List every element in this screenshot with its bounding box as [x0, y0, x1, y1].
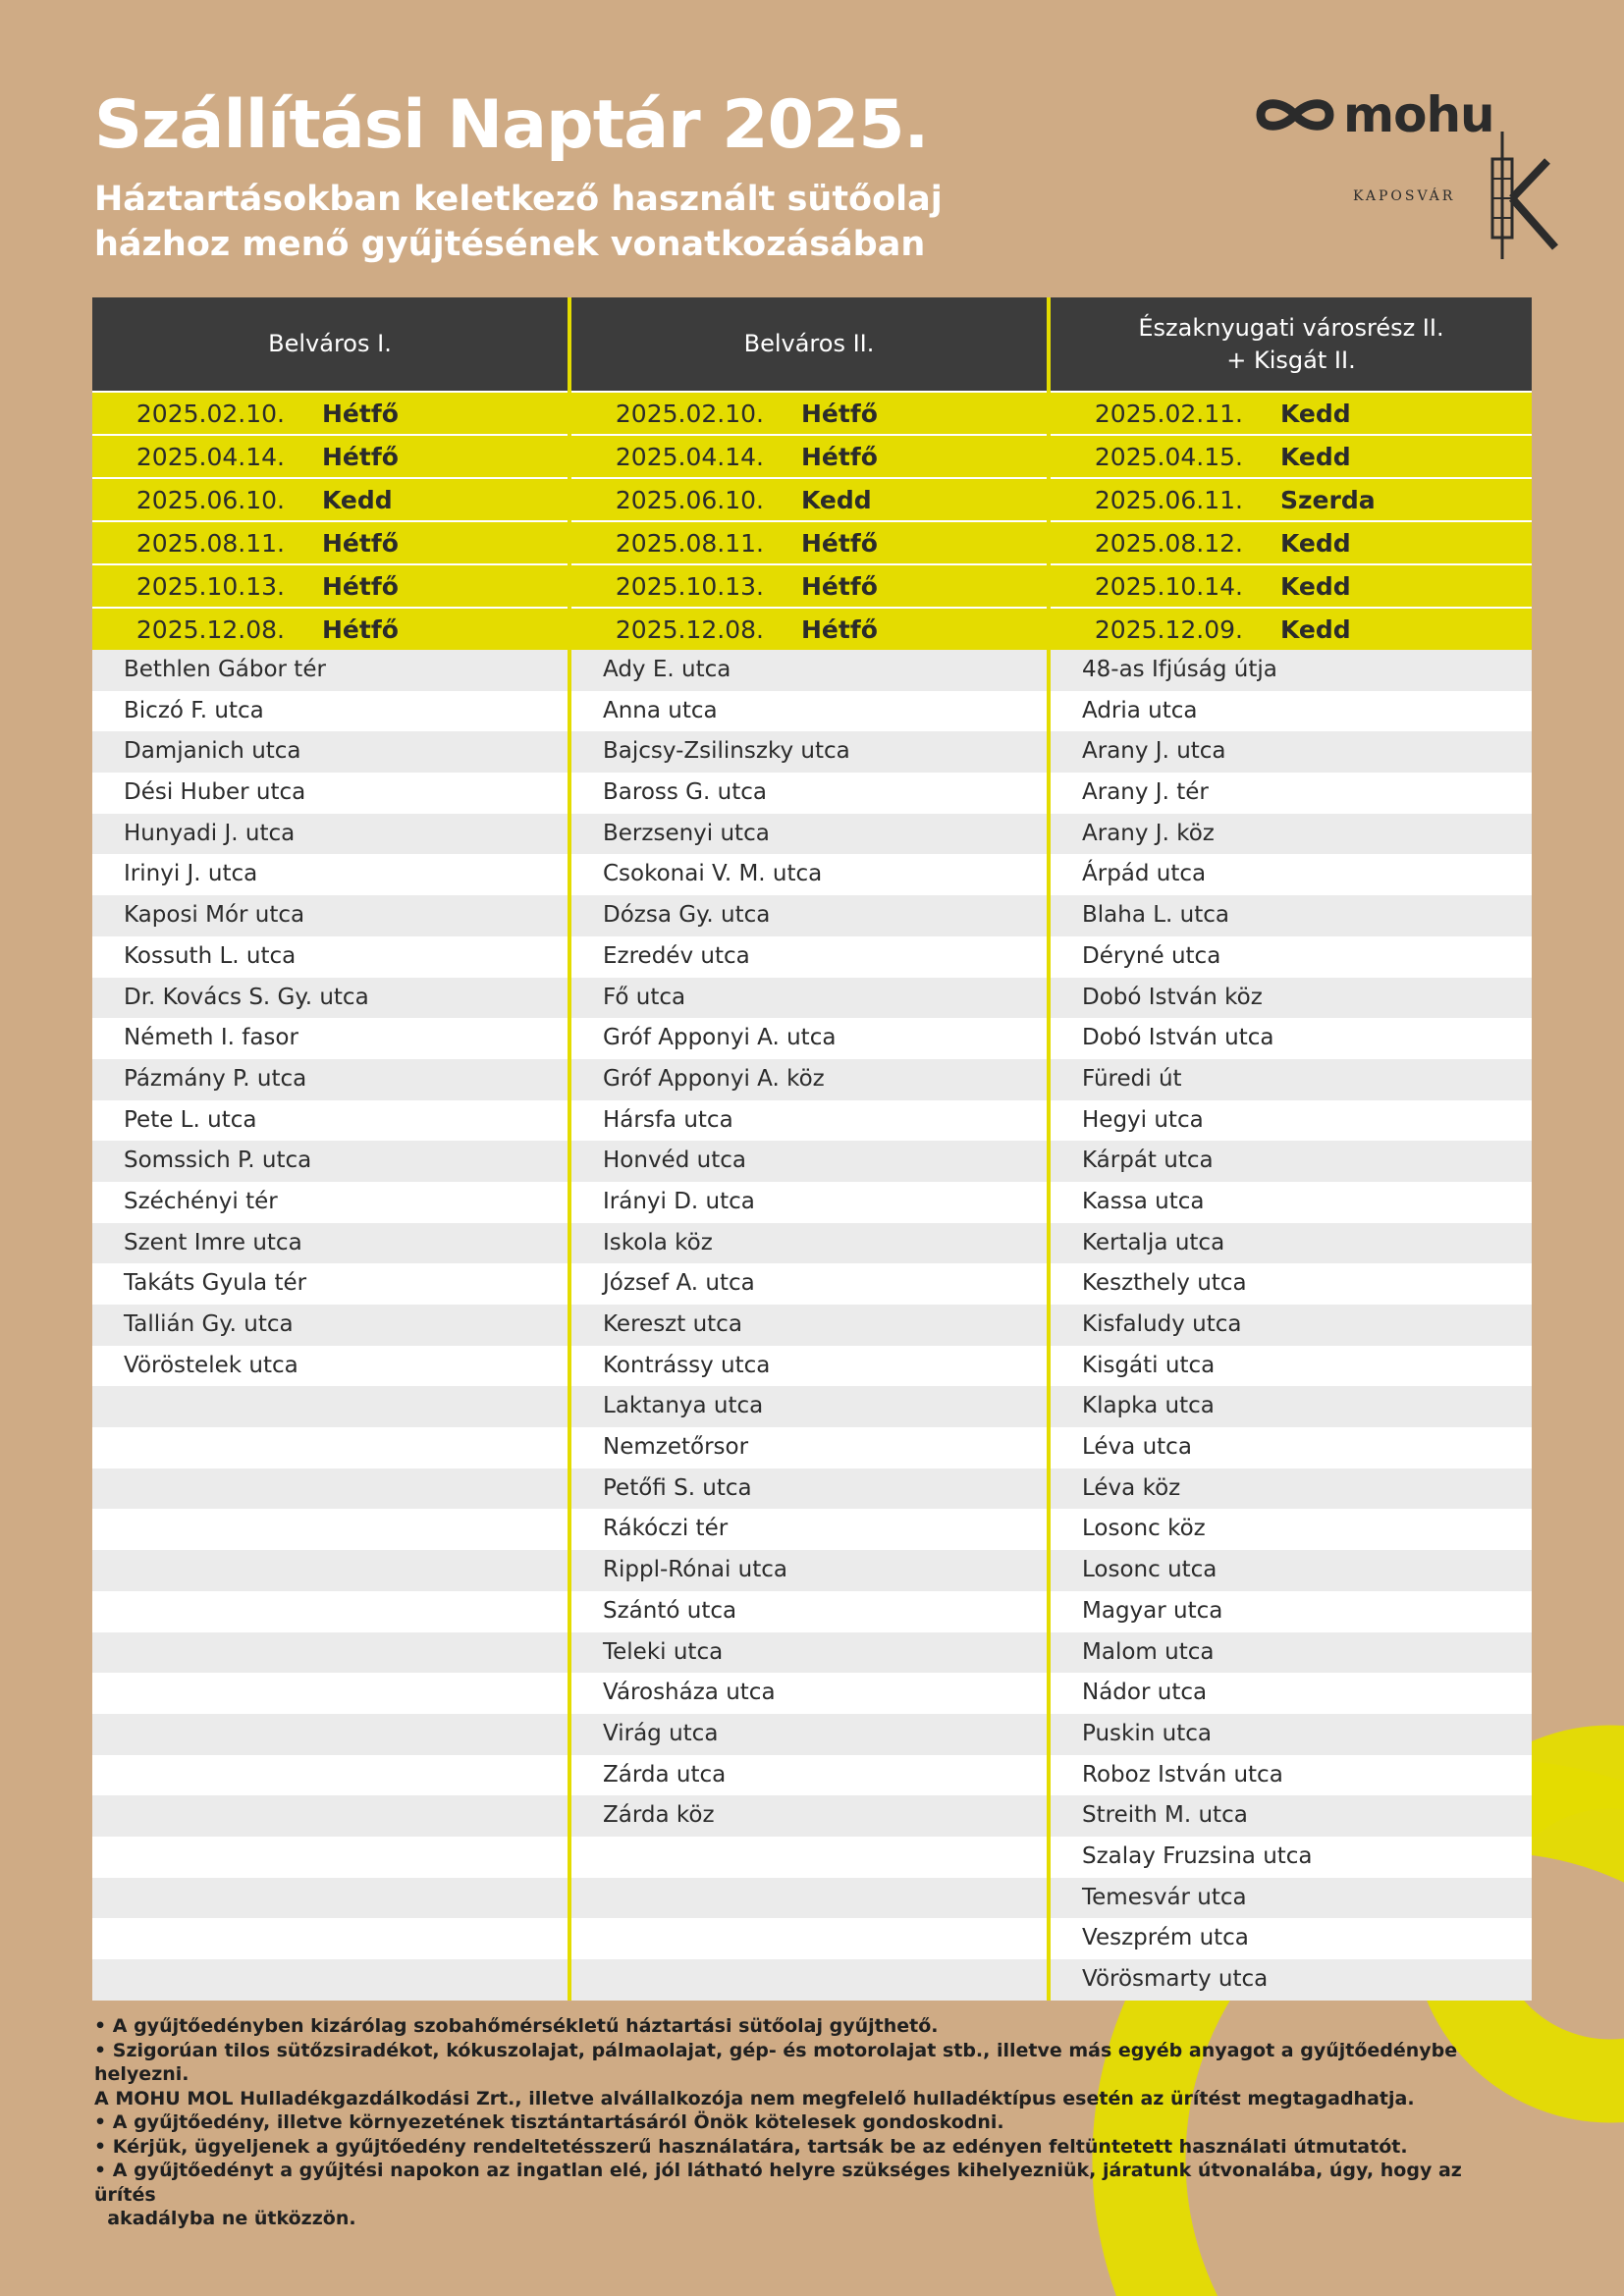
- street-row: Kárpát utca: [1051, 1141, 1532, 1182]
- date-row: 2025.04.14. Hétfő: [92, 434, 568, 477]
- empty-row: [92, 1795, 568, 1837]
- empty-row: [92, 1673, 568, 1714]
- street-row: Malom utca: [1051, 1632, 1532, 1674]
- street-row: Bajcsy-Zsilinszky utca: [571, 731, 1047, 773]
- column-header: Belváros I.: [92, 297, 568, 391]
- street-row: Pete L. utca: [92, 1100, 568, 1142]
- date-row: 2025.06.10. Kedd: [92, 477, 568, 520]
- street-row: Nádor utca: [1051, 1673, 1532, 1714]
- date-row: 2025.06.10. Kedd: [571, 477, 1047, 520]
- note-line: • Kérjük, ügyeljenek a gyűjtőedény rendeltetésszerű használatára, tartsák be az edényen feltüntetett használati útmutatót.: [94, 2135, 1408, 2158]
- street-row: Berzsenyi utca: [571, 814, 1047, 855]
- street-row: Arany J. tér: [1051, 773, 1532, 814]
- note-line: • A gyűjtőedényben kizárólag szobahőmérsékletű háztartási sütőolaj gyűjthető.: [94, 2015, 939, 2037]
- street-row: Kereszt utca: [571, 1305, 1047, 1346]
- street-row: Streith M. utca: [1051, 1795, 1532, 1837]
- street-row: Anna utca: [571, 691, 1047, 732]
- street-row: Iskola köz: [571, 1223, 1047, 1264]
- street-row: Baross G. utca: [571, 773, 1047, 814]
- street-row: Csokonai V. M. utca: [571, 854, 1047, 895]
- empty-row: [571, 1837, 1047, 1878]
- page-subtitle: [94, 177, 943, 267]
- street-row: Dr. Kovács S. Gy. utca: [92, 978, 568, 1019]
- street-row: Veszprém utca: [1051, 1918, 1532, 1959]
- street-row: Vöröstelek utca: [92, 1346, 568, 1387]
- column-header: Belváros II.: [571, 297, 1047, 391]
- subtitle-line-1: Háztartásokban keletkező használt sütőolaj: [94, 180, 943, 219]
- street-row: Dési Huber utca: [92, 773, 568, 814]
- empty-row: [92, 1468, 568, 1510]
- column-header: Északnyugati városrész II. + Kisgát II.: [1051, 297, 1532, 391]
- street-row: Szent Imre utca: [92, 1223, 568, 1264]
- district-column-belvaros-2: [571, 297, 1051, 2001]
- street-row: Kassa utca: [1051, 1182, 1532, 1223]
- kaposvar-k-logo-icon: [1479, 132, 1567, 259]
- street-row: Keszthely utca: [1051, 1263, 1532, 1305]
- empty-row: [92, 1918, 568, 1959]
- empty-row: [92, 1591, 568, 1632]
- street-row: Árpád utca: [1051, 854, 1532, 895]
- empty-row: [92, 1632, 568, 1674]
- date-row: 2025.02.10. Hétfő: [92, 391, 568, 434]
- date-row: 2025.10.14. Kedd: [1051, 563, 1532, 607]
- street-row: Irinyi J. utca: [92, 854, 568, 895]
- district-column-belvaros-1: [92, 297, 571, 2001]
- street-row: Virág utca: [571, 1714, 1047, 1755]
- street-row: Ezredév utca: [571, 936, 1047, 978]
- street-row: Széchényi tér: [92, 1182, 568, 1223]
- street-row: Petőfi S. utca: [571, 1468, 1047, 1510]
- street-row: Takáts Gyula tér: [92, 1263, 568, 1305]
- date-row: 2025.10.13. Hétfő: [92, 563, 568, 607]
- date-row: 2025.04.15. Kedd: [1051, 434, 1532, 477]
- street-row: Vörösmarty utca: [1051, 1959, 1532, 2001]
- empty-row: [92, 1878, 568, 1919]
- empty-row: [92, 1386, 568, 1427]
- street-row: Magyar utca: [1051, 1591, 1532, 1632]
- date-row: 2025.12.08. Hétfő: [571, 607, 1047, 650]
- street-row: Hársfa utca: [571, 1100, 1047, 1142]
- street-row: Kontrássy utca: [571, 1346, 1047, 1387]
- empty-row: [92, 1755, 568, 1796]
- page-title: Szállítási Naptár 2025.: [94, 86, 929, 164]
- empty-row: [92, 1714, 568, 1755]
- date-list: [92, 391, 568, 650]
- street-row: Roboz István utca: [1051, 1755, 1532, 1796]
- street-row: Kisgáti utca: [1051, 1346, 1532, 1387]
- note-line: • A gyűjtőedényt a gyűjtési napokon az ingatlan elé, jól látható helyre szükséges kihelyezniük, járatunk útvonalába, úgy, hogy az ürítés akadályba ne ütközzön.: [94, 2160, 1462, 2229]
- street-row: Rippl-Rónai utca: [571, 1550, 1047, 1591]
- street-row: Kisfaludy utca: [1051, 1305, 1532, 1346]
- street-row: Laktanya utca: [571, 1386, 1047, 1427]
- street-row: Szalay Fruzsina utca: [1051, 1837, 1532, 1878]
- street-row: Puskin utca: [1051, 1714, 1532, 1755]
- empty-row: [571, 1878, 1047, 1919]
- notes-section: [94, 2014, 1528, 2231]
- street-row: Dózsa Gy. utca: [571, 895, 1047, 936]
- empty-row: [92, 1550, 568, 1591]
- street-row: Arany J. utca: [1051, 731, 1532, 773]
- note-line: • Szigorúan tilos sütőzsiradékot, kókuszolajat, pálmaolajat, gép- és motorolajat stb., illetve más egyéb anyagot a gyűjtőedénybe helyezni.: [94, 2039, 1464, 2085]
- empty-row: [92, 1427, 568, 1468]
- street-row: Arany J. köz: [1051, 814, 1532, 855]
- street-row: 48-as Ifjúság útja: [1051, 650, 1532, 691]
- date-row: 2025.12.08. Hétfő: [92, 607, 568, 650]
- subtitle-line-2: házhoz menő gyűjtésének vonatkozásában: [94, 225, 926, 264]
- street-row: Losonc köz: [1051, 1509, 1532, 1550]
- street-row: Nemzetőrsor: [571, 1427, 1047, 1468]
- street-row: Szántó utca: [571, 1591, 1047, 1632]
- street-row: Losonc utca: [1051, 1550, 1532, 1591]
- empty-row: [92, 1959, 568, 2001]
- street-row: Adria utca: [1051, 691, 1532, 732]
- schedule-table: [92, 297, 1532, 2001]
- street-row: Dobó István utca: [1051, 1018, 1532, 1059]
- street-row: Somssich P. utca: [92, 1141, 568, 1182]
- empty-row: [571, 1959, 1047, 2001]
- street-row: Hegyi utca: [1051, 1100, 1532, 1142]
- street-row: Léva köz: [1051, 1468, 1532, 1510]
- street-row: Füredi út: [1051, 1059, 1532, 1100]
- district-column-eszaknyugati-2: [1051, 297, 1532, 2001]
- date-row: 2025.12.09. Kedd: [1051, 607, 1532, 650]
- mohu-infinity-logo-icon: [1253, 90, 1337, 139]
- street-row: Hunyadi J. utca: [92, 814, 568, 855]
- street-row: Léva utca: [1051, 1427, 1532, 1468]
- street-row: Fő utca: [571, 978, 1047, 1019]
- street-list: [571, 650, 1047, 2001]
- street-row: Kertalja utca: [1051, 1223, 1532, 1264]
- street-row: Gróf Apponyi A. utca: [571, 1018, 1047, 1059]
- street-row: Biczó F. utca: [92, 691, 568, 732]
- street-row: Teleki utca: [571, 1632, 1047, 1674]
- street-row: Temesvár utca: [1051, 1878, 1532, 1919]
- street-list: [1051, 650, 1532, 2001]
- street-row: Tallián Gy. utca: [92, 1305, 568, 1346]
- date-list: [1051, 391, 1532, 650]
- street-row: Dobó István köz: [1051, 978, 1532, 1019]
- date-row: 2025.08.11. Hétfő: [571, 520, 1047, 563]
- street-row: Irányi D. utca: [571, 1182, 1047, 1223]
- street-row: Pázmány P. utca: [92, 1059, 568, 1100]
- street-row: Gróf Apponyi A. köz: [571, 1059, 1047, 1100]
- street-row: József A. utca: [571, 1263, 1047, 1305]
- street-row: Kossuth L. utca: [92, 936, 568, 978]
- street-row: Zárda köz: [571, 1795, 1047, 1837]
- street-row: Honvéd utca: [571, 1141, 1047, 1182]
- street-row: Déryné utca: [1051, 936, 1532, 978]
- street-row: Blaha L. utca: [1051, 895, 1532, 936]
- street-row: Rákóczi tér: [571, 1509, 1047, 1550]
- street-row: Ady E. utca: [571, 650, 1047, 691]
- note-line: • A gyűjtőedény, illetve környezetének tisztántartásáról Önök kötelesek gondoskodni.: [94, 2111, 1004, 2133]
- date-row: 2025.02.10. Hétfő: [571, 391, 1047, 434]
- date-row: 2025.10.13. Hétfő: [571, 563, 1047, 607]
- street-row: Zárda utca: [571, 1755, 1047, 1796]
- street-row: Németh I. fasor: [92, 1018, 568, 1059]
- street-row: Bethlen Gábor tér: [92, 650, 568, 691]
- empty-row: [571, 1918, 1047, 1959]
- empty-row: [92, 1509, 568, 1550]
- street-row: Damjanich utca: [92, 731, 568, 773]
- date-row: 2025.06.11. Szerda: [1051, 477, 1532, 520]
- note-line: A MOHU MOL Hulladékgazdálkodási Zrt., illetve alvállalkozója nem megfelelő hulladéktípus esetén az ürítést megtagadhatja.: [94, 2087, 1415, 2109]
- date-row: 2025.08.11. Hétfő: [92, 520, 568, 563]
- empty-row: [92, 1837, 568, 1878]
- mohu-logo-text: mohu: [1343, 86, 1494, 143]
- date-row: 2025.04.14. Hétfő: [571, 434, 1047, 477]
- kaposvar-logo: [1353, 132, 1569, 259]
- street-list: [92, 650, 568, 2001]
- kaposvar-logo-text: KAPOSVÁR: [1353, 188, 1456, 204]
- date-row: 2025.08.12. Kedd: [1051, 520, 1532, 563]
- street-row: Kaposi Mór utca: [92, 895, 568, 936]
- street-row: Klapka utca: [1051, 1386, 1532, 1427]
- street-row: Városháza utca: [571, 1673, 1047, 1714]
- date-row: 2025.02.11. Kedd: [1051, 391, 1532, 434]
- date-list: [571, 391, 1047, 650]
